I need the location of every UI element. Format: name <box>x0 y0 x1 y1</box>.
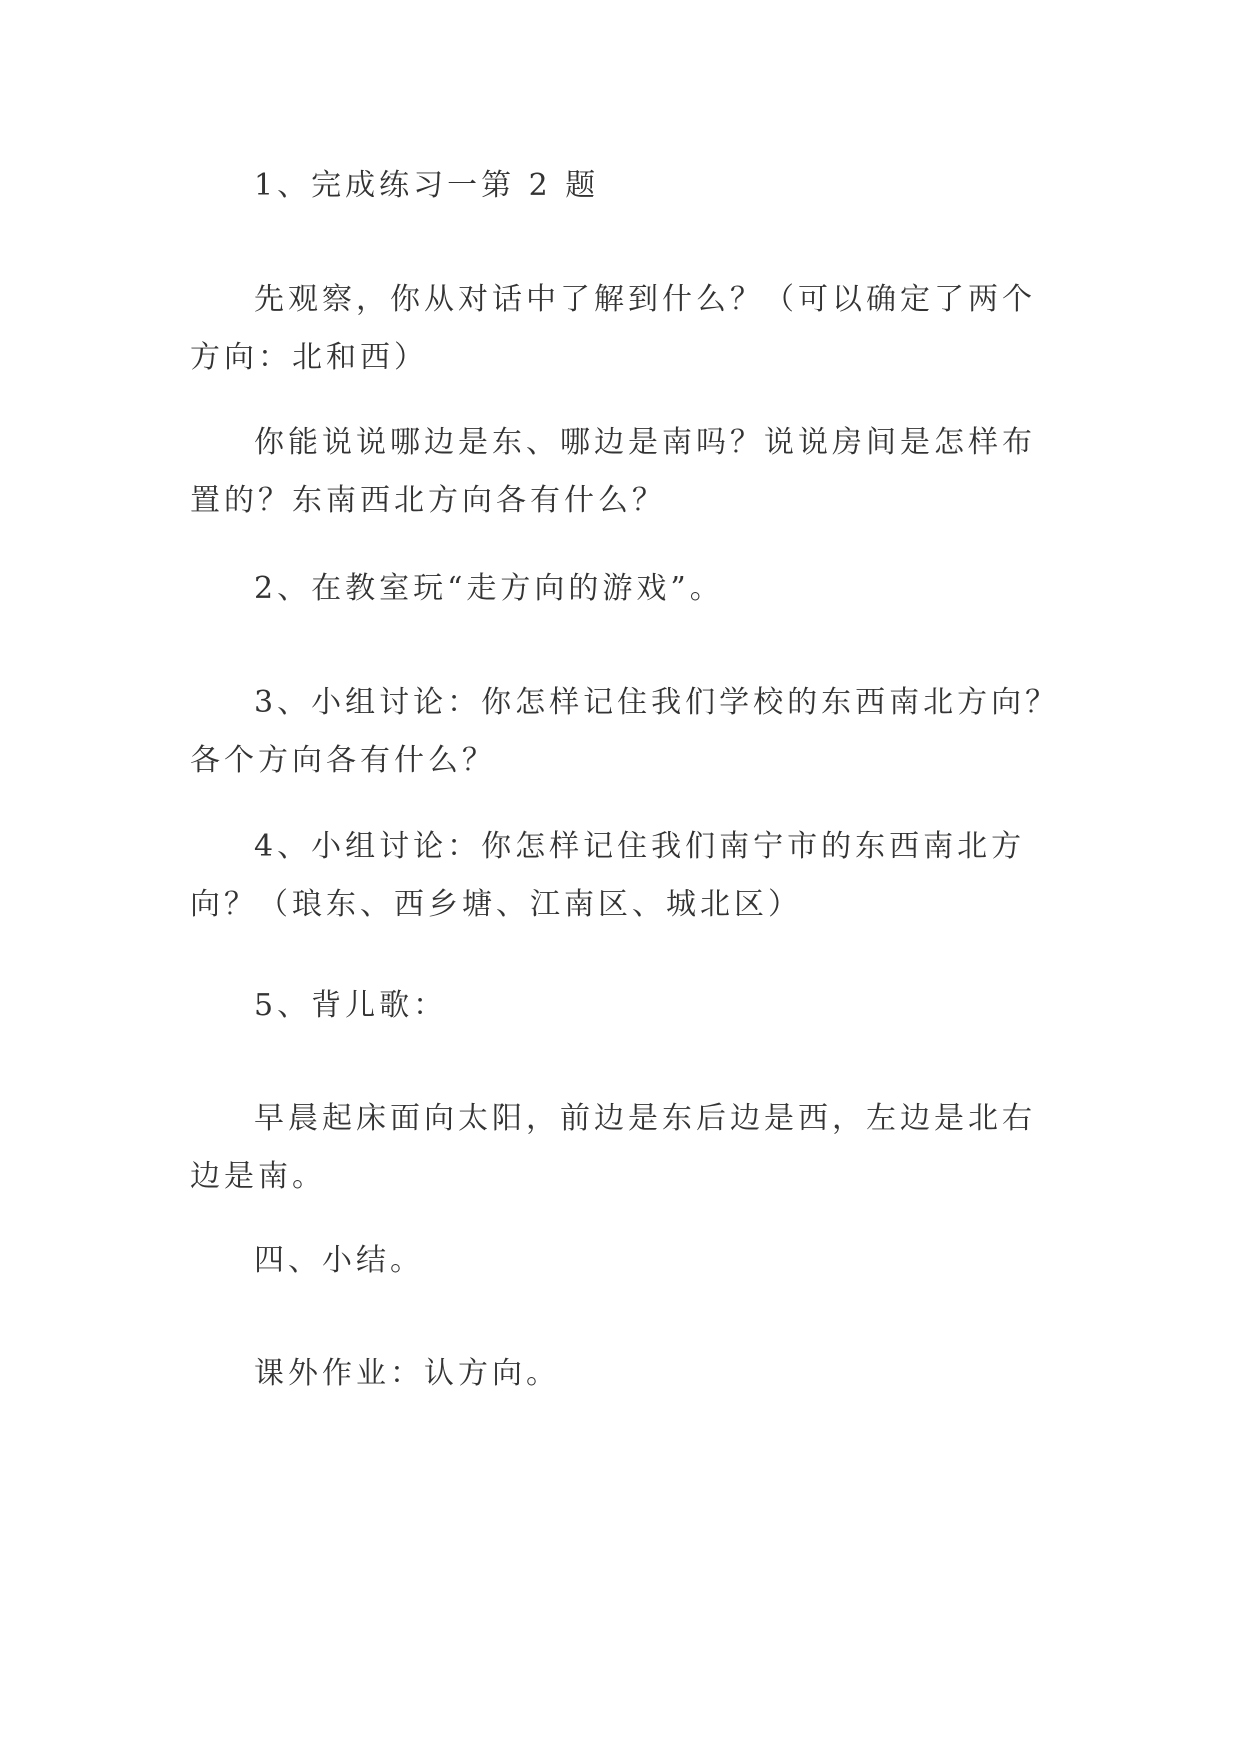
paragraph-east-south: 你能说说哪边是东、哪边是南吗？说说房间是怎样布置的？东南西北方向各有什么？ <box>190 425 1036 518</box>
paragraph-exercise-1: 1、完成练习一第 2 题 <box>254 168 600 203</box>
paragraph-group-discussion-city: 4、小组讨论：你怎样记住我们南宁市的东西南北方向？（琅东、西乡塘、江南区、城北区） <box>190 829 1026 922</box>
paragraph-rhyme: 早晨起床面向太阳，前边是东后边是西，左边是北右边是南。 <box>190 1101 1036 1194</box>
paragraph-observe: 先观察，你从对话中了解到什么？（可以确定了两个方向：北和西） <box>190 282 1036 375</box>
paragraph-rhyme-heading: 5、背儿歌： <box>254 988 448 1023</box>
paragraph-group-discussion-school: 3、小组讨论：你怎样记住我们学校的东西南北方向？各个方向各有什么？ <box>190 685 1060 778</box>
paragraph-summary: 四、小结。 <box>254 1243 424 1278</box>
paragraph-classroom-game: 2、在教室玩“走方向的游戏”。 <box>254 571 724 606</box>
paragraph-homework: 课外作业：认方向。 <box>254 1356 560 1391</box>
